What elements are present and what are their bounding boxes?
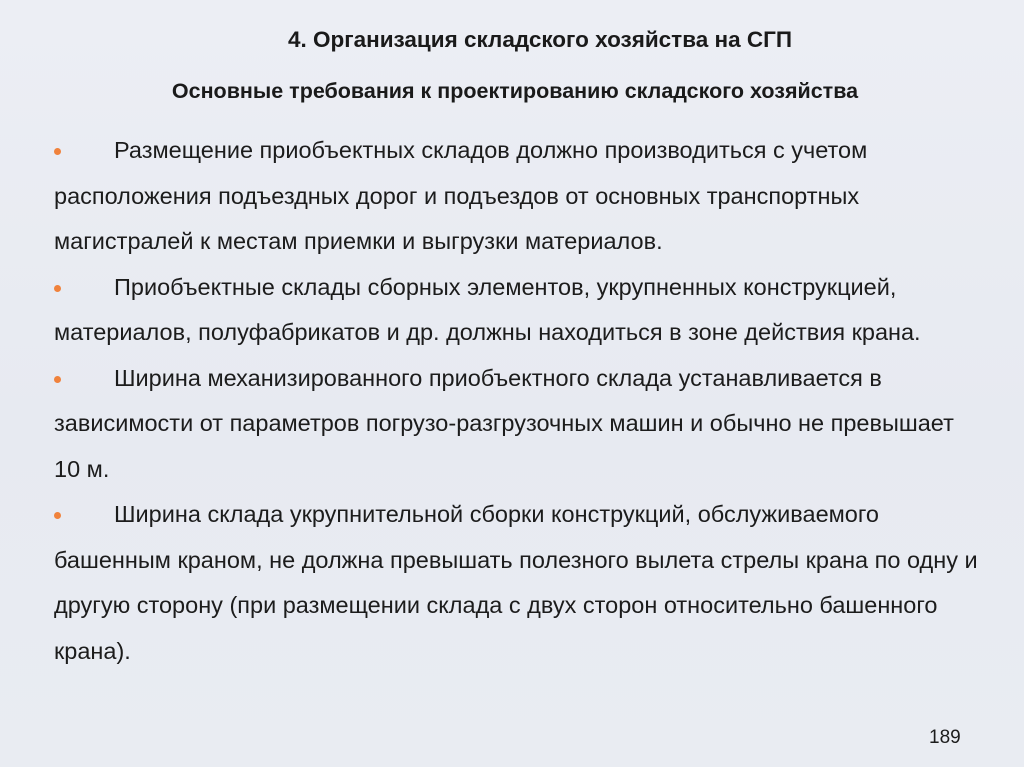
- list-item: [54, 356, 986, 493]
- slide-subtitle: Основные требования к проектированию складского хозяйства: [171, 79, 859, 103]
- bullet-dot-icon: [54, 265, 68, 311]
- bullet-text: Ширина механизированного приобъектного склада устанавливается в зависимости от параметров погрузо-разгрузочных машин и обычно не превышает 10 м.: [54, 364, 954, 482]
- list-item: [54, 492, 986, 674]
- list-item: [54, 265, 986, 356]
- bullet-dot-icon: [54, 356, 68, 402]
- slide-title: 4. Организация складского хозяйства на СГП: [287, 27, 793, 52]
- bullet-text: Размещение приобъектных складов должно производиться с учетом расположения подъездных дорог и подъездов от основных транспортных магистралей к местам приемки и выгрузки материалов.: [54, 137, 868, 254]
- bullet-list: [54, 128, 986, 674]
- list-item: [54, 128, 986, 265]
- bullet-dot-icon: [54, 128, 68, 174]
- bullet-text: Ширина склада укрупнительной сборки конструкций, обслуживаемого башенным краном, не должна превышать полезного вылета стрелы крана по одну и другую сторону (при размещении склада с двух сторон относительно башенного крана).: [54, 501, 978, 664]
- bullet-text: Приобъектные склады сборных элементов, укрупненных конструкцией, материалов, полуфабрикатов и др. должны находиться в зоне действия крана.: [54, 273, 921, 345]
- page-number: 189: [929, 727, 961, 748]
- bullet-dot-icon: [54, 492, 68, 538]
